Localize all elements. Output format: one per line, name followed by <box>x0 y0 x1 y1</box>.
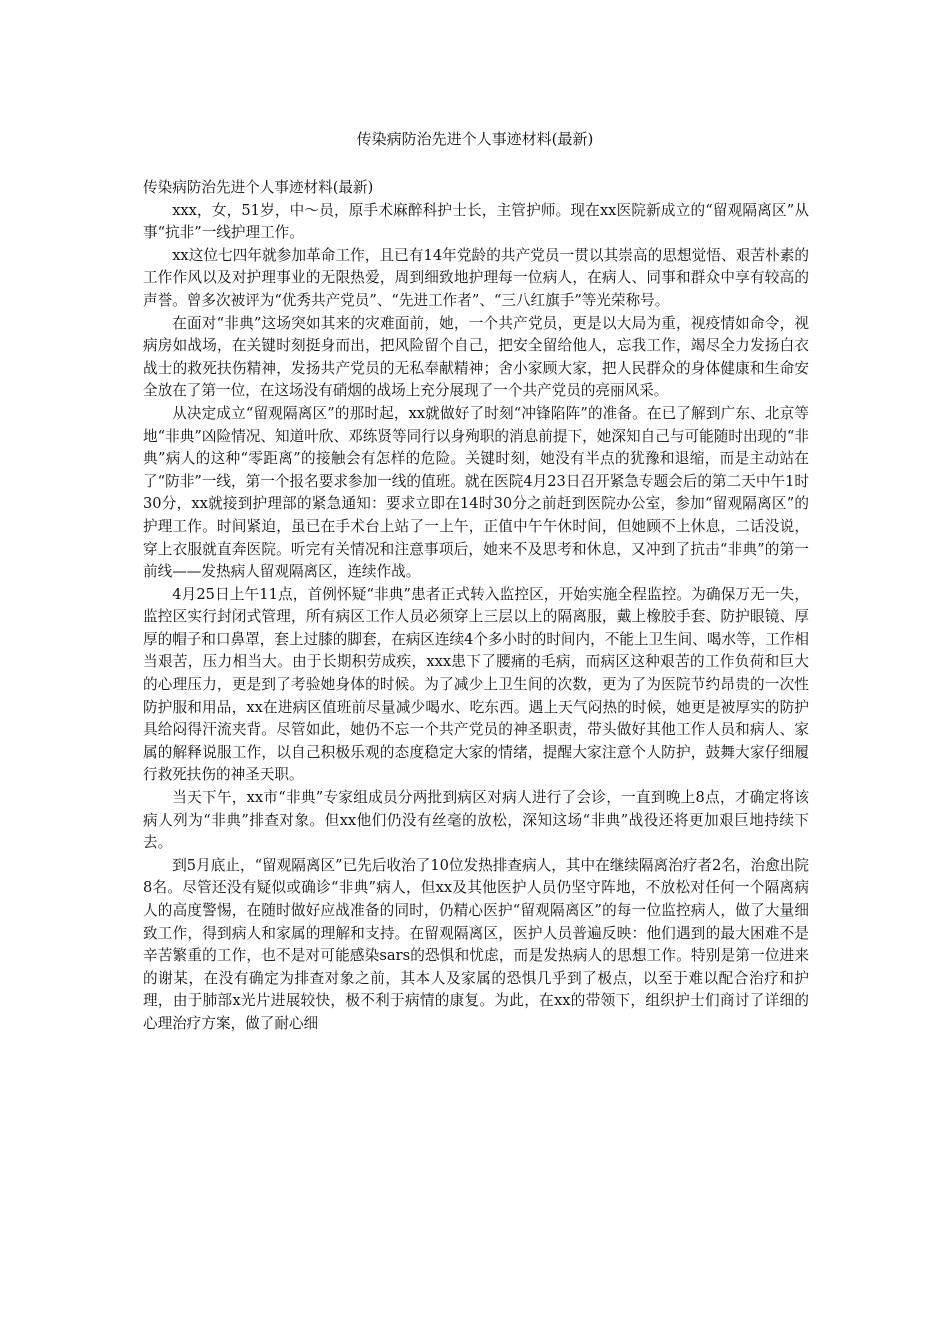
document-body <box>143 177 809 1036</box>
document-subtitle: 传染病防治先进个人事迹材料(最新) <box>143 179 374 196</box>
paragraph: 4月25日上午11点，首例怀疑“非典”患者正式转入监控区，开始实施全程监控。为确保万无一失，监控区实行封闭式管理，所有病区工作人员必须穿上三层以上的隔离服，戴上橡胶手套、防护眼镜、厚厚的帽子和口鼻罩，套上过膝的脚套，在病区连续4个多小时的时间内，不能上卫生间、喝水等，工作相当艰苦，压力相当大。由于长期积劳成疾，xxx患下了腰痛的毛病，而病区这种艰苦的工作负荷和巨大的心理压力，更是到了考验她身体的时候。为了减少上卫生间的次数，更为了为医院节约昂贵的一次性防护服和用品，xx在进病区值班前尽量减少喝水、吃东西。遇上天气闷热的时候，她更是被厚实的防护具给闷得汗流夹背。尽管如此，她仍不忘一个共产党员的神圣职责，带头做好其他工作人员和病人、家属的解释说服工作，以自己积极乐观的态度稳定大家的情绪，提醒大家注意个人防护，鼓舞大家仔细履行救死扶伤的神圣天职。 <box>143 585 810 784</box>
paragraph: 当天下午，xx市“非典”专家组成员分两批到病区对病人进行了会诊，一直到晚上8点，才确定将该病人列为“非典”排查对象。但xx他们仍没有丝毫的放松，深知这场“非典”战役还将更加艰巨地持续下去。 <box>143 789 809 852</box>
document-title: 传染病防治先进个人事迹材料(最新) <box>356 130 594 148</box>
paragraph: xxx，女，51岁，中～员，原手术麻醉科护士长，主管护师。现在xx医院新成立的“留观隔离区”从事“抗非”一线护理工作。 <box>143 201 809 242</box>
paragraph: 到5月底止，“留观隔离区”已先后收治了10位发热排查病人，其中在继续隔离治疗者2名，治愈出院8名。尽管还没有疑似或确诊“非典”病人，但xx及其他医护人员仍坚守阵地，不放松对任何一个隔离病人的高度警惕，在随时做好应战准备的同时，仍精心医护“留观隔离区”的每一位监控病人，做了大量细致工作，得到病人和家属的理解和支持。在留观隔离区，医护人员普遍反映：他们遇到的最大困难不是辛苦繁重的工作，也不是对可能感染sars的恐惧和忧虑，而是发热病人的思想工作。特别是第一位进来的谢某，在没有确定为排查对象之前，其本人及家属的恐惧几乎到了极点，以至于难以配合治疗和护理，由于肺部x光片进展较快，极不利于病情的康复。为此，在xx的带领下，组织护士们商讨了详细的心理治疗方案，做了耐心细 <box>143 856 809 1032</box>
paragraph: 在面对“非典”这场突如其来的灾难面前，她，一个共产党员，更是以大局为重，视疫情如命令，视病房如战场，在关键时刻挺身而出，把风险留个自己，把安全留给他人，忘我工作，竭尽全力发扬白衣战士的救死扶伤精神，发扬共产党员的无私奉献精神；舍小家顾大家，把人民群众的身体健康和生命安全放在了第一位，在这场没有硝烟的战场上充分展现了一个共产党员的亮丽风采。 <box>143 314 809 400</box>
paragraph: xx这位七四年就参加革命工作，且已有14年党龄的共产党员一贯以其崇高的思想觉悟、艰苦朴素的工作作风以及对护理事业的无限热爱，周到细致地护理每一位病人，在病人、同事和群众中享有较高的声誉。曾多次被评为“优秀共产党员”、“先进工作者”、“三八红旗手”等光荣称号。 <box>143 246 809 309</box>
paragraph: 从决定成立“留观隔离区”的那时起，xx就做好了时刻“冲锋陷阵”的准备。在已了解到广东、北京等地“非典”凶险情况、知道叶欣、邓练贤等同行以身殉职的消息前提下，她深知自己与可能随时出现的“非典”病人的这种“零距离”的接触会有怎样的危险。关键时刻，她没有半点的犹豫和退缩，而是主动站在了“防非”一线，第一个报名要求参加一线的值班。就在医院4月23日召开紧急专题会后的第二天中午1时30分，xx就接到护理部的紧急通知：要求立即在14时30分之前赶到医院办公室，参加“留观隔离区”的护理工作。时间紧迫，虽已在手术台上站了一上午，正值中午午休时间，但她顾不上休息，二话没说，穿上衣服就直奔医院。听完有关情况和注意事项后，她来不及思考和休息，又冲到了抗击“非典”的第一前线——发热病人留观隔离区，连续作战。 <box>143 404 809 581</box>
